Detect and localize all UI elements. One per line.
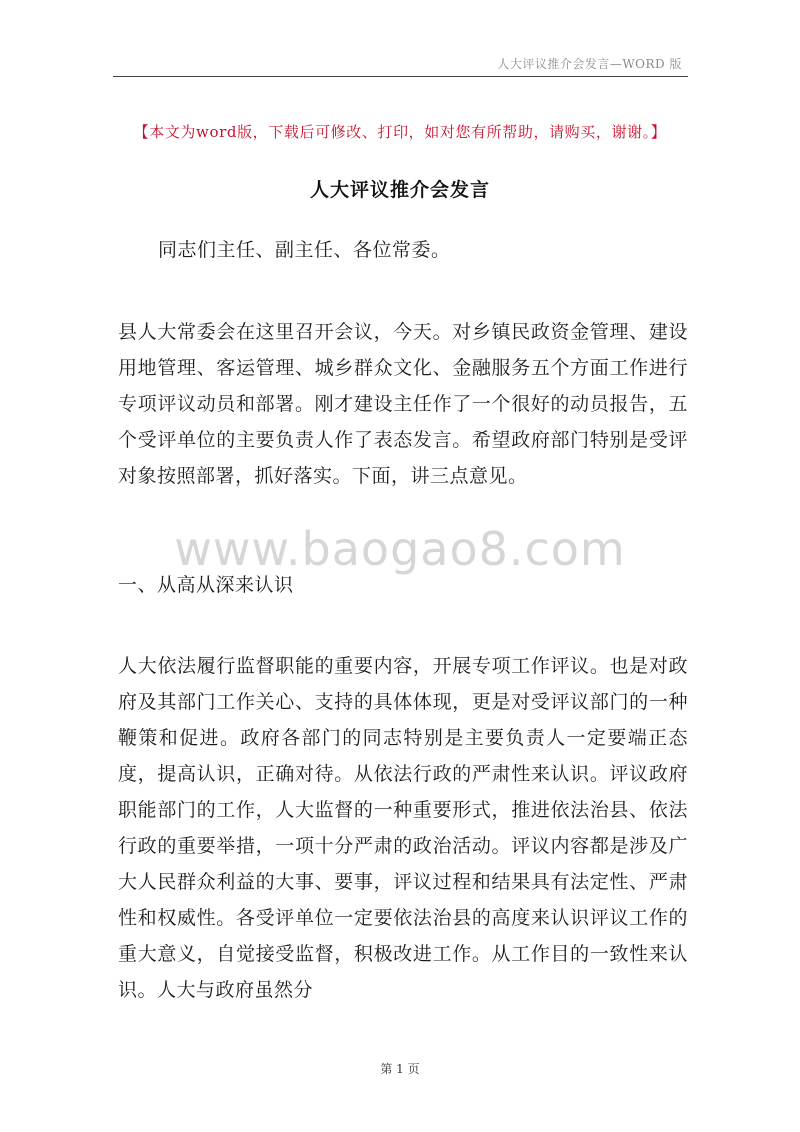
watermark: www.baogao8.com [174, 522, 626, 576]
page-number: 第 1 页 [380, 1062, 420, 1076]
document-title: 人大评议推介会发言 [309, 179, 490, 201]
paragraph-1: 县人大常委会在这里召开会议，今天。对乡镇民政资金管理、建设用地管理、客运管理、城乡群众文化、金融服务五个方面工作进行专项评议动员和部署。刚才建设主任作了一个很好的动员报告，五个受评单位的主要负责人作了表态发言。希望政府部门特别是受评对象按照部署，抓好落实。下面，讲三点意见。 [118, 321, 688, 487]
running-header: 人大评议推介会发言—WORD 版 [497, 57, 682, 71]
paragraph-2: 人大依法履行监督职能的重要内容，开展专项工作评议。也是对政府及其部门工作关心、支持的具体体现，更是对受评议部门的一种鞭策和促进。政府各部门的同志特别是主要负责人一定要端正态度，提高认识，正确对待。从依法行政的严肃性来认识。评议政府职能部门的工作，人大监督的一种重要形式，推进依法治县、依法行政的重要举措，一项十分严肃的政治活动。评议内容都是涉及广大人民群众利益的大事、要事，评议过程和结果具有法定性、严肃性和权威性。各受评单位一定要依法治县的高度来认识评议工作的重大意义，自觉接受监督，积极改进工作。从工作目的一致性来认识。人大与政府虽然分 [118, 655, 688, 1001]
section-heading-1: 一、从高从深来认识 [118, 574, 294, 596]
salutation: 同志们主任、副主任、各位常委。 [158, 239, 451, 261]
header-divider [113, 76, 688, 77]
download-notice: 【本文为word版，下载后可修改、打印，如对您有所帮助，请购买，谢谢。】 [133, 123, 667, 141]
